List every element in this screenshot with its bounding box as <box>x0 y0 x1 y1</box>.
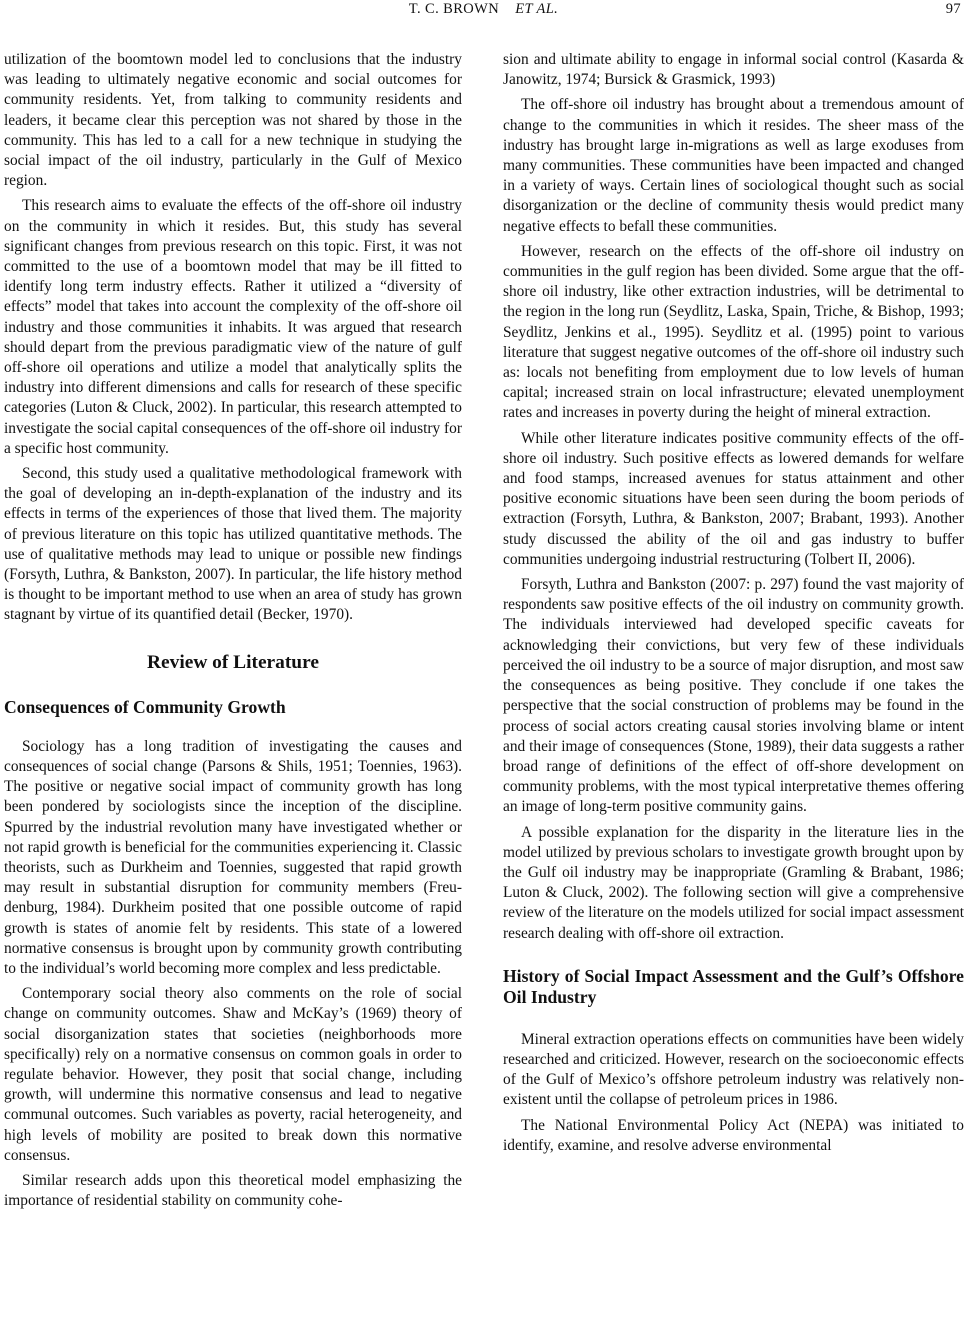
running-head-authors <box>0 1 967 18</box>
paragraph: The National Environmental Policy Act (NEPA) was initiated to identify, examine, and resolve adverse environmental <box>503 1116 964 1154</box>
paragraph: Second, this study used a qualitative methodological framework with the goal of developing an in-depth-explanation of the industry and its effects in terms of the experiences of those that lived them. The majority of previous literature on this topic has utilized quantitative methods. The use of qualitative methods may lead to unique or possible new findings (Forsyth, Luthra, & Bankston, 2007). In particular, the life history method is thought to be important method to use when an area of study has grown stagnant by virtue of its quantified detail (Becker, 1970). <box>4 465 462 624</box>
paragraph: Contemporary social theory also comments on the role of social change on community outcomes. Shaw and McKay’s (1969) theory of social disorganization states that societies (neighborhoods more specifically) rely on a normative consensus on common goals in order to regulate behavior. However, they posit that social change, including growth, will undermine this normative consensus and lead to negative communal outcomes. Such variables as poverty, racial heterogeneity, and high levels of mobility are posited to break down this normative consensus. <box>4 985 462 1164</box>
subsection-title: Consequences of Community Growth <box>4 696 286 717</box>
paragraph: A possible explanation for the disparity in the literature lies in the model utilized by previous scholars to investigate growth brought upon by the Gulf oil industry may be inappropriate (Gramling & Brabant, 1986; Luton & Cluck, 2002). The following section will give a comprehensive review of the literature on the models utilized for social impact assessment research dealing with off-shore oil extraction. <box>503 823 964 942</box>
paragraph: While other literature indicates positive community effects of the off-shore oil industry. Such positive effects as lowered demands for welfare and food stamps, increased avenues for status attainment and other positive economic situations have been seen during the boom periods of extraction (Forsyth, Luthra, & Bankston, 2007; Brabant, 1993). Another study discussed the ability of the oil and gas industry to buffer communities undergoing industrial restructuring (Tolbert II, 2006). <box>503 429 964 568</box>
paragraph: utilization of the boomtown model led to conclusions that the industry was leading to ultimately negative economic and social outcomes for community residents. Yet, from talking to community residents and leaders, it became clear this perception was not shared by those in the community. This has led to a call for a new technique in studying the social impact of the oil industry, particularly in the Gulf of Mexico region. <box>4 51 462 190</box>
paragraph: Sociology has a long tradition of investigating the causes and consequences of social change (Parsons & Shils, 1951; Toennies, 1963). The positive or negative social impact of community growth has long been pondered by sociologists since the inception of the discipline. Spurred by the industrial revolution many have investigated whether or not rapid growth is beneficial for the communities experiencing it. Classic theorists, such as Durkheim and Toennies, suggested that rapid growth may result in substantial disruption for community members (Freudenburg, 1984). Durkheim posited that one possible outcome of rapid growth is states of anomie felt by residents. This state of a lowered normative consensus is brought upon by community growth contributing to the individual’s world becoming more complex and less predictable. <box>4 737 462 977</box>
paragraph: The off-shore oil industry has brought about a tremendous amount of change to the communities in which it resides. The sheer mass of the industry has brought large in-migrations as well as large exoduses from many communities. These communities have been impacted and changed in a variety of ways. Certain lines of sociological thought such as social disorganization or the decline of community thesis would predict many negative effects to befall these communities. <box>503 96 964 235</box>
left-column <box>4 50 462 1328</box>
page-number: 97 <box>945 1 961 17</box>
paragraph: This research aims to evaluate the effects of the off-shore oil industry on the community in which it resides. But, this study has several significant changes from previous research on this topic. First, it was not committed to the use of a boomtown model that may be ill fitted to identify long term industry effects. Rather it utilized a “diversity of effects” model that takes into account the complexity of the off-shore oil industry and those communities it inhabits. It was argued that research should depart from the previous paradigmatic view of the nature of gulf off-shore oil operations and utilize a model that analytically splits the industry into different dimensions and calls for research of these specific categories (Luton & Cluck, 2002). In particular, this research attempted to investigate the social capital consequences of the off-shore oil industry for a specific host community. <box>4 197 462 457</box>
section-title: Review of Literature <box>147 651 319 673</box>
author-name: T. C. BROWN <box>408 1 500 17</box>
running-header <box>0 0 967 24</box>
subsection-title: History of Social Impact Assessment and the Gulf’s Offshore Oil Industry <box>503 965 964 1007</box>
et-al: ET AL. <box>515 1 559 17</box>
paragraph: Mineral extraction operations effects on communities have been widely researched and criticized. However, research on the socioeconomic effects of the Gulf of Mexico’s offshore petroleum industry was relatively non-existent until the collapse of petroleum prices in 1986. <box>503 1030 964 1109</box>
paragraph: Similar research adds upon this theoretical model emphasizing the importance of residential stability on community cohe- <box>4 1171 462 1210</box>
paragraph: Forsyth, Luthra and Bankston (2007: p. 297) found the vast majority of respondents saw positive effects of the oil industry on community growth. The individuals interviewed had developed specific caveats for acknowledging their convictions, but very few of these individuals perceived the oil industry to be a source of major disruption, and most saw the consequences as being positive. They conclude if one takes the perspective that the social construction of problems may be found in the process of social actors creating causal stories involving blame or intent and their image of consequences (Stone, 1989), their data suggests a rather broad range of definitions of the effect of off-shore development on community problems, with the most typical interpretative themes offering an image of long-term positive community gains. <box>503 576 964 816</box>
paragraph: However, research on the effects of the off-shore oil industry on communities in the gulf region has been divided. Some argue that the off-shore oil industry, like other extraction industries, will be detrimental to the region in the long run (Seydlitz, Laska, Spain, Triche, & Bishop, 1993; Seydlitz, Jenkins et al., 1995). Seydlitz et al. (1995) point to various literature that suggest negative outcomes of the off-shore oil industry such as: locals not benefiting from employment due to low levels of human capital; increased strain on local infrastructure; elevated unemployment rates and increases in poverty during the height of mineral extraction. <box>503 242 964 422</box>
paragraph: sion and ultimate ability to engage in informal social control (Kasarda & Janowitz, 1974; Bursick & Grasmick, 1993) <box>503 51 964 89</box>
right-column <box>503 50 964 1328</box>
